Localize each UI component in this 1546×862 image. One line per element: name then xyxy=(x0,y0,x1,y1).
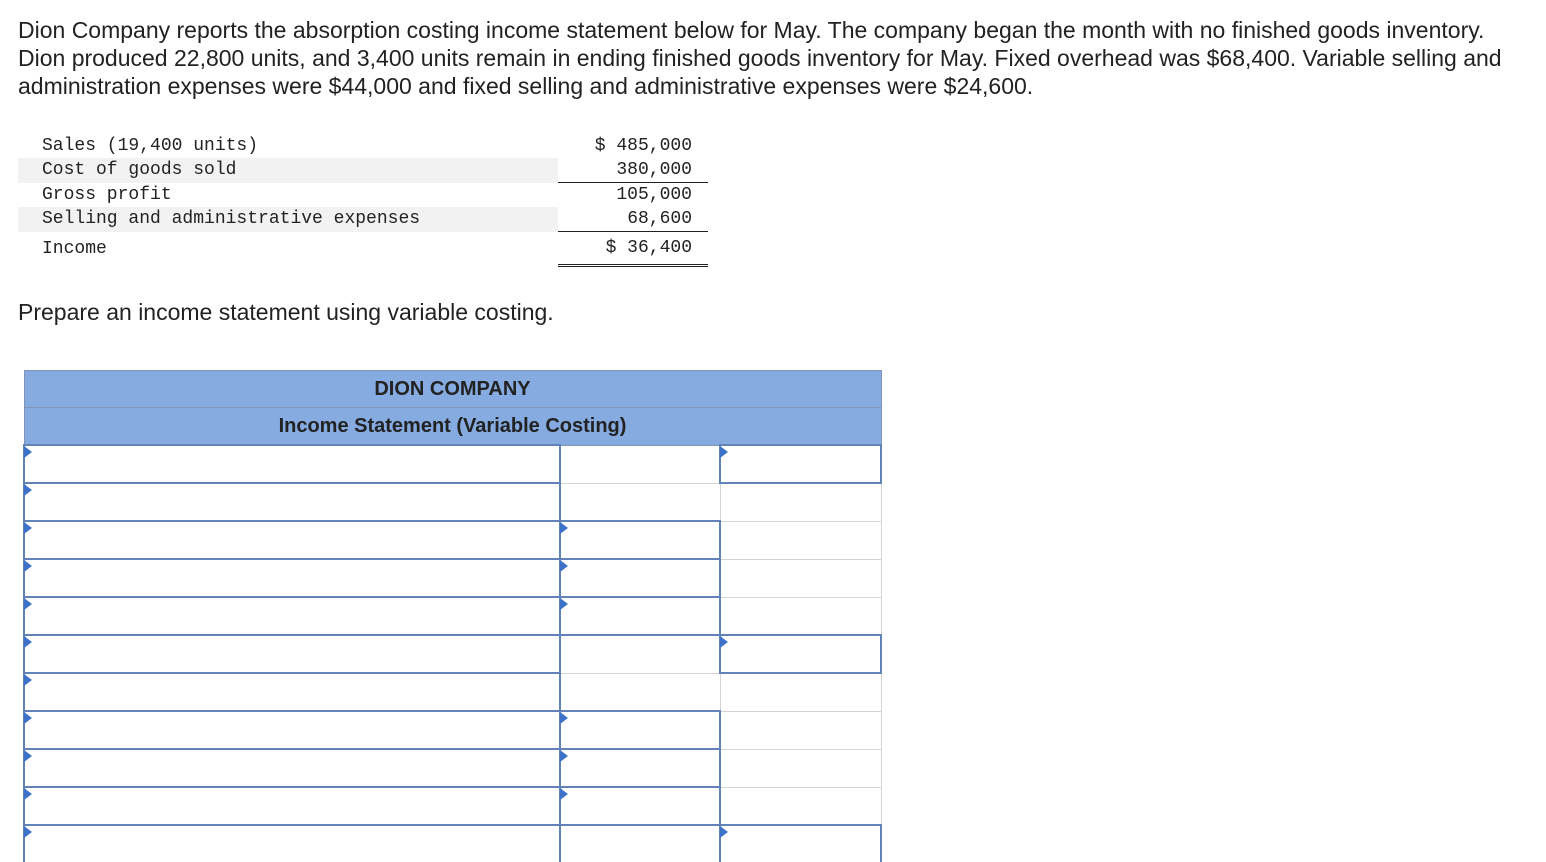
amount-cell-empty xyxy=(720,787,881,825)
amount-input[interactable] xyxy=(560,597,720,635)
amount-cell-empty xyxy=(560,825,720,862)
answer-row-3 xyxy=(24,521,881,559)
amount-cell-empty xyxy=(720,673,881,711)
statement-title-row xyxy=(24,408,881,446)
statement-row-sales xyxy=(18,134,708,158)
amount-cell-empty xyxy=(720,711,881,749)
line-item-dropdown[interactable] xyxy=(24,825,560,862)
row-label: Cost of goods sold xyxy=(18,158,537,183)
amount-cell-empty xyxy=(720,521,881,559)
amount-input[interactable] xyxy=(560,559,720,597)
statement-row-gross-profit xyxy=(18,183,708,208)
answer-row-2 xyxy=(24,483,881,521)
answer-row-4 xyxy=(24,559,881,597)
variable-costing-answer-table xyxy=(23,370,882,862)
line-item-dropdown[interactable] xyxy=(24,559,560,597)
amount-cell-empty xyxy=(720,559,881,597)
amount-cell-empty xyxy=(560,483,720,521)
row-amount: 68,600 xyxy=(558,207,708,232)
row-amount: $ 36,400 xyxy=(558,232,708,266)
row-label: Income xyxy=(42,238,107,259)
line-item-dropdown[interactable] xyxy=(24,445,560,483)
statement-row-income xyxy=(18,232,708,266)
row-label: Selling and administrative expenses xyxy=(18,207,537,232)
line-item-dropdown[interactable] xyxy=(24,749,560,787)
amount-cell-empty xyxy=(720,483,881,521)
amount-input[interactable] xyxy=(560,787,720,825)
row-amount: $ 485,000 xyxy=(594,136,692,156)
answer-row-6 xyxy=(24,635,881,673)
amount-cell-empty xyxy=(720,749,881,787)
amount-cell-empty xyxy=(560,635,720,673)
line-item-dropdown[interactable] xyxy=(24,711,560,749)
answer-row-5 xyxy=(24,597,881,635)
amount-input[interactable] xyxy=(720,635,881,673)
line-item-dropdown[interactable] xyxy=(24,521,560,559)
amount-input[interactable] xyxy=(720,445,881,483)
total-amount-input[interactable] xyxy=(720,825,881,862)
answer-row-8 xyxy=(24,711,881,749)
answer-row-9 xyxy=(24,749,881,787)
amount-cell-empty xyxy=(560,673,720,711)
line-item-dropdown[interactable] xyxy=(24,635,560,673)
company-name: DION COMPANY xyxy=(24,371,881,408)
answer-row-10 xyxy=(24,787,881,825)
amount-input[interactable] xyxy=(560,711,720,749)
amount-cell-empty xyxy=(560,445,720,483)
statement-title: Income Statement (Variable Costing) xyxy=(24,408,881,446)
answer-row-11 xyxy=(24,825,881,862)
row-label: Sales (19,400 units) xyxy=(42,136,259,156)
line-item-dropdown[interactable] xyxy=(24,787,560,825)
statement-row-cogs xyxy=(18,158,708,183)
line-item-dropdown[interactable] xyxy=(24,673,560,711)
company-header-row xyxy=(24,371,881,408)
row-amount: 380,000 xyxy=(558,158,708,183)
line-item-dropdown[interactable] xyxy=(24,597,560,635)
answer-row-1 xyxy=(24,445,881,483)
absorption-income-statement xyxy=(18,134,708,267)
row-amount: 105,000 xyxy=(616,185,692,205)
row-label: Gross profit xyxy=(42,184,172,205)
statement-row-sga xyxy=(18,207,708,232)
instruction-text: Prepare an income statement using variable costing. xyxy=(18,299,554,325)
amount-input[interactable] xyxy=(560,749,720,787)
amount-input[interactable] xyxy=(560,521,720,559)
answer-row-7 xyxy=(24,673,881,711)
line-item-dropdown[interactable] xyxy=(24,483,560,521)
amount-cell-empty xyxy=(720,597,881,635)
problem-text: Dion Company reports the absorption costing income statement below for May. The company began the month with no finished goods inventory. Dion produced 22,800 units, and 3,400 units remain in ending finished goods inventory for May. Fixed overhead was $68,400. Variable selling and administration expenses were $44,000 and fixed selling and administrative expenses were $24,600. xyxy=(18,17,1502,99)
